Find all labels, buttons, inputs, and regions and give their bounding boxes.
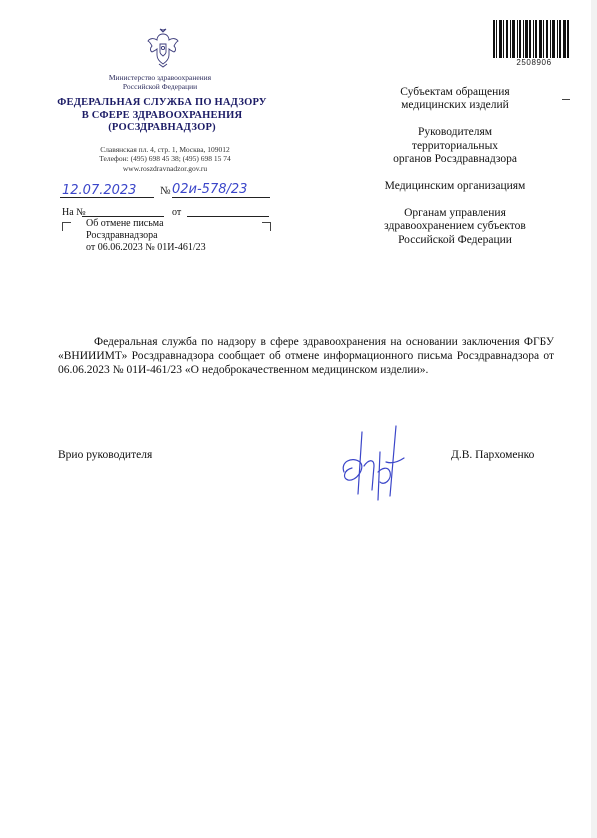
reply-to-number-label: На №	[62, 207, 86, 218]
recipient	[350, 180, 560, 193]
agency-name	[54, 97, 270, 135]
agency-address	[60, 145, 270, 173]
subject-line-3: от 06.06.2023 № 01И-461/23	[86, 242, 206, 253]
recipients-block	[350, 86, 560, 261]
ministry-line-1: Министерство здравоохранения	[108, 73, 212, 82]
subject-line-1: Об отмене письма	[86, 218, 164, 229]
recipient-line: медицинских изделий	[401, 99, 509, 112]
number-underline	[172, 197, 270, 198]
letter-body: Федеральная служба по надзору в сфере здравоохранения на основании заключения ФГБУ «ВНИИИМТ» Росздравнадзора сообщает об отмене информационного письма Росздравнадзора от 06.06.2023 № 01И-461/23 «О недоброкачественном медицинском изделии».	[58, 336, 554, 376]
address-line-2: Телефон: (495) 698 45 38; (495) 698 15 74	[99, 154, 231, 164]
recipient-line: Руководителям	[417, 126, 493, 139]
address-line-3: www.roszdravnadzor.gov.ru	[122, 163, 208, 173]
ministry-name	[60, 73, 260, 91]
recipient-line: Субъектам обращения	[400, 86, 510, 98]
reply-number-line	[82, 216, 164, 217]
registration-number: 02и-578/23	[172, 182, 248, 197]
address-line-1: Славянская пл. 4, стр. 1, Москва, 109012	[100, 145, 230, 154]
recipient	[350, 207, 560, 247]
recipient-line: здравоохранением субъектов	[384, 220, 526, 233]
registration-date: 12.07.2023	[62, 183, 137, 198]
signatory-name: Д.В. Пархоменко	[451, 449, 535, 461]
barcode	[491, 20, 571, 60]
recipient-line: органов Росздравнадзора	[393, 152, 517, 165]
recipient-line: Медицинским организациям	[384, 180, 526, 193]
reply-from-label: от	[172, 207, 182, 218]
signatory-position: Врио руководителя	[58, 449, 153, 461]
reply-date-line	[187, 216, 269, 217]
barcode-number: 2508906	[516, 58, 552, 67]
date-underline	[60, 197, 154, 198]
subject-line-2: Росздравнадзора	[86, 230, 158, 241]
handwritten-signature	[334, 422, 410, 506]
number-sign: №	[160, 185, 171, 197]
agency-line-1: ФЕДЕРАЛЬНАЯ СЛУЖБА ПО НАДЗОРУ	[57, 97, 267, 108]
recipient-line: Российской Федерации	[398, 233, 512, 246]
recipient	[350, 86, 560, 112]
scan-edge	[591, 0, 597, 838]
ministry-line-2: Российской Федерации	[122, 82, 198, 91]
recipient-line: территориальных	[411, 139, 499, 152]
recipient-corner-mark	[562, 99, 570, 100]
subject-block	[86, 218, 236, 254]
subject-bracket-right	[262, 222, 271, 231]
recipient	[350, 126, 560, 166]
recipient-line: Органам управления	[404, 207, 506, 220]
subject-bracket-left	[62, 222, 71, 231]
agency-line-2: В СФЕРЕ ЗДРАВООХРАНЕНИЯ	[81, 109, 243, 121]
agency-line-3: (РОСЗДРАВНАДЗОР)	[108, 122, 216, 133]
coat-of-arms-emblem	[146, 28, 180, 68]
